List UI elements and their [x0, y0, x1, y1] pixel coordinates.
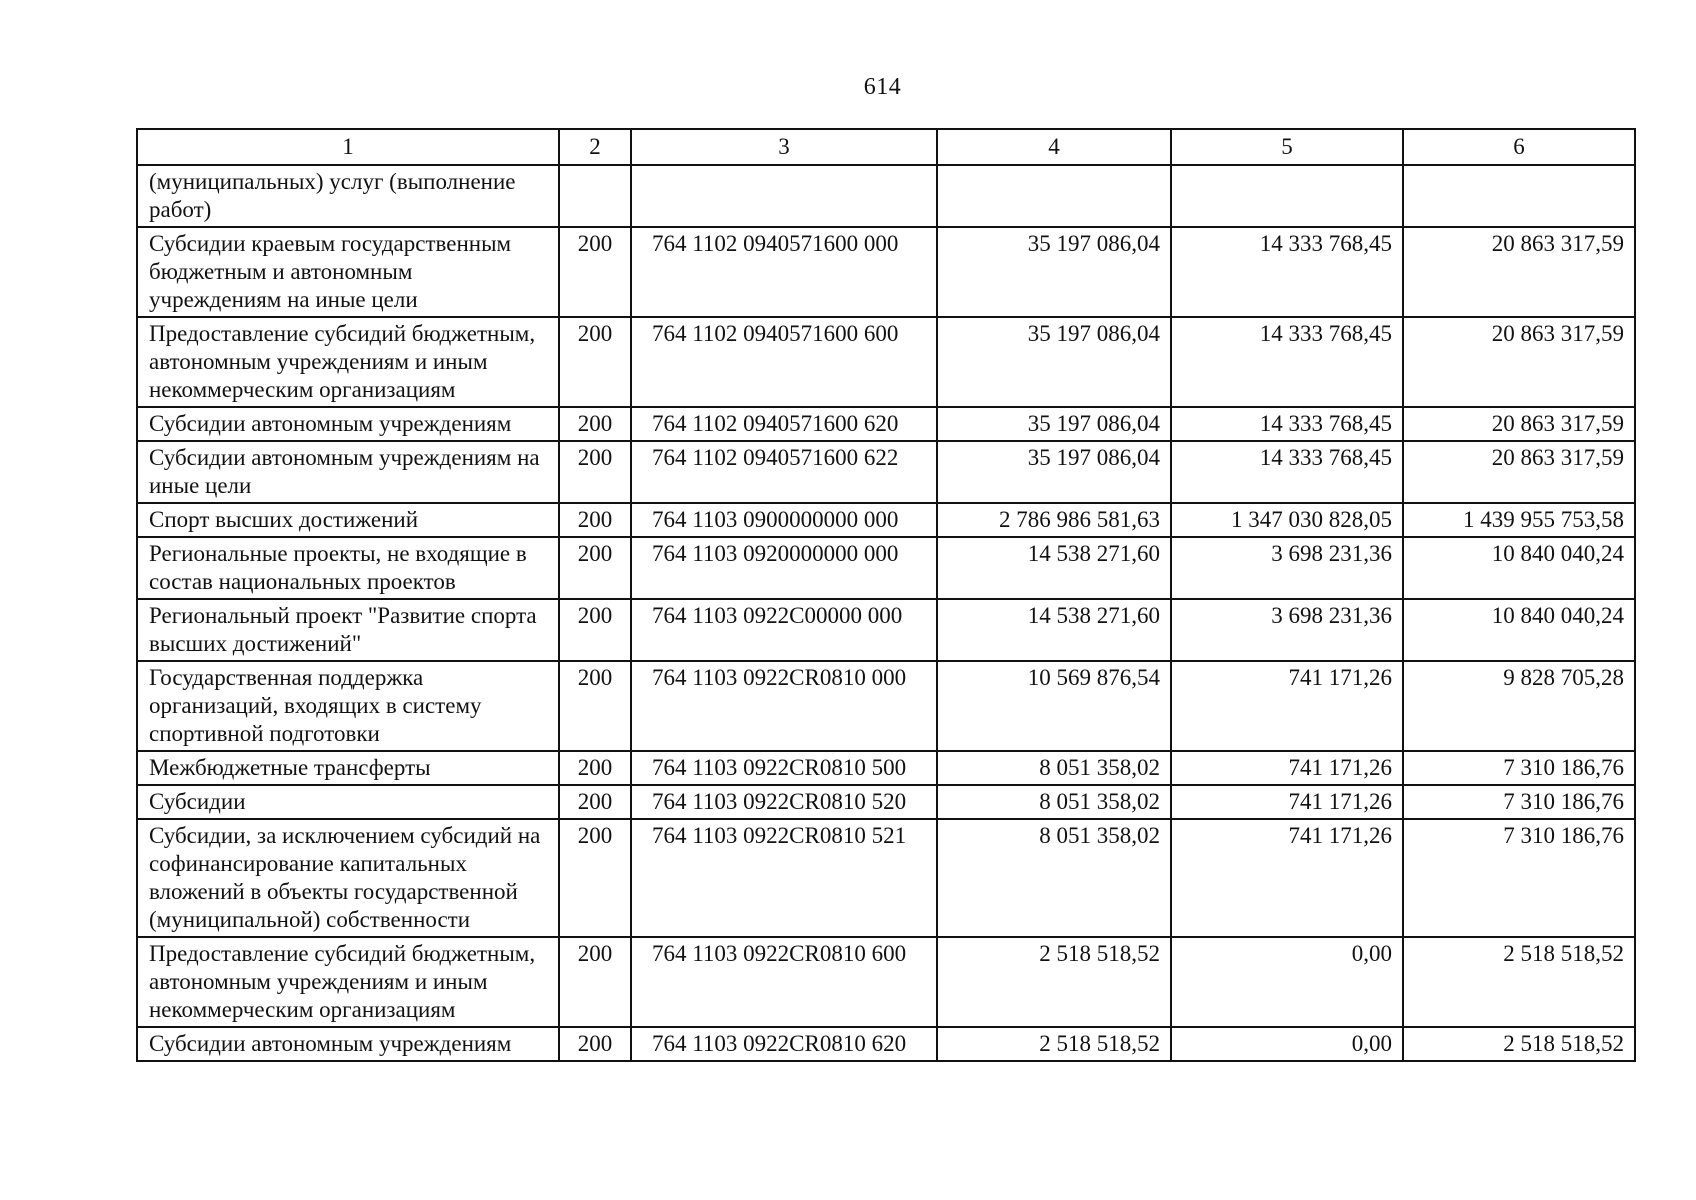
header-col-5: 5 — [1171, 129, 1403, 165]
row-value-col4: 8 051 358,02 — [937, 751, 1171, 785]
row-col2: 200 — [559, 785, 631, 819]
row-name: Субсидии автономным учреждениям — [137, 1027, 559, 1061]
row-name: Предоставление субсидий бюджетным, автономным учреждениям и иным некоммерческим организациям — [137, 317, 559, 407]
row-value-col6: 7 310 186,76 — [1403, 819, 1635, 937]
row-value-col6: 7 310 186,76 — [1403, 751, 1635, 785]
row-value-col6: 2 518 518,52 — [1403, 1027, 1635, 1061]
row-code: 764 1103 0922CR0810 600 — [631, 937, 937, 1027]
row-value-col6: 10 840 040,24 — [1403, 599, 1635, 661]
budget-table — [136, 128, 1636, 1062]
row-name: (муниципальных) услуг (выполнение работ) — [137, 165, 559, 227]
row-code — [631, 165, 937, 227]
table-body — [137, 165, 1635, 1061]
row-code: 764 1103 0922CR0810 521 — [631, 819, 937, 937]
row-code: 764 1102 0940571600 620 — [631, 407, 937, 441]
row-value-col5: 3 698 231,36 — [1171, 599, 1403, 661]
row-col2: 200 — [559, 227, 631, 317]
table-row — [137, 503, 1635, 537]
row-code: 764 1102 0940571600 600 — [631, 317, 937, 407]
row-code: 764 1103 0922CR0810 520 — [631, 785, 937, 819]
table-row — [137, 227, 1635, 317]
table-row — [137, 751, 1635, 785]
row-name: Предоставление субсидий бюджетным, автономным учреждениям и иным некоммерческим организациям — [137, 937, 559, 1027]
row-value-col5: 0,00 — [1171, 937, 1403, 1027]
table-row — [137, 317, 1635, 407]
row-value-col5: 741 171,26 — [1171, 819, 1403, 937]
row-value-col5: 741 171,26 — [1171, 785, 1403, 819]
row-code: 764 1103 0922CR0810 000 — [631, 661, 937, 751]
row-value-col5: 1 347 030 828,05 — [1171, 503, 1403, 537]
header-col-3: 3 — [631, 129, 937, 165]
row-code: 764 1103 0900000000 000 — [631, 503, 937, 537]
table-row — [137, 599, 1635, 661]
row-name: Межбюджетные трансферты — [137, 751, 559, 785]
row-name: Субсидии автономным учреждениям на иные цели — [137, 441, 559, 503]
row-value-col5: 14 333 768,45 — [1171, 407, 1403, 441]
row-value-col4: 35 197 086,04 — [937, 317, 1171, 407]
row-col2: 200 — [559, 1027, 631, 1061]
row-value-col6: 20 863 317,59 — [1403, 441, 1635, 503]
row-value-col5: 741 171,26 — [1171, 751, 1403, 785]
header-col-2: 2 — [559, 129, 631, 165]
row-value-col6: 9 828 705,28 — [1403, 661, 1635, 751]
header-col-4: 4 — [937, 129, 1171, 165]
row-col2: 200 — [559, 937, 631, 1027]
row-value-col6: 10 840 040,24 — [1403, 537, 1635, 599]
row-code: 764 1103 0920000000 000 — [631, 537, 937, 599]
row-col2: 200 — [559, 441, 631, 503]
row-value-col6: 1 439 955 753,58 — [1403, 503, 1635, 537]
row-value-col6: 20 863 317,59 — [1403, 407, 1635, 441]
row-col2: 200 — [559, 503, 631, 537]
table-row — [137, 407, 1635, 441]
header-col-1: 1 — [137, 129, 559, 165]
row-code: 764 1102 0940571600 000 — [631, 227, 937, 317]
row-value-col4: 10 569 876,54 — [937, 661, 1171, 751]
row-value-col6: 2 518 518,52 — [1403, 937, 1635, 1027]
row-col2: 200 — [559, 751, 631, 785]
row-value-col4: 2 786 986 581,63 — [937, 503, 1171, 537]
row-value-col6 — [1403, 165, 1635, 227]
row-value-col5: 0,00 — [1171, 1027, 1403, 1061]
row-col2 — [559, 165, 631, 227]
row-value-col5: 14 333 768,45 — [1171, 227, 1403, 317]
row-value-col4: 8 051 358,02 — [937, 819, 1171, 937]
row-value-col4: 2 518 518,52 — [937, 937, 1171, 1027]
row-value-col4 — [937, 165, 1171, 227]
row-col2: 200 — [559, 537, 631, 599]
table-row — [137, 937, 1635, 1027]
page-number: 614 — [863, 74, 902, 100]
row-name: Региональные проекты, не входящие в состав национальных проектов — [137, 537, 559, 599]
row-code: 764 1102 0940571600 622 — [631, 441, 937, 503]
row-value-col5: 3 698 231,36 — [1171, 537, 1403, 599]
budget-table-container — [136, 128, 1634, 1062]
row-name: Субсидии краевым государственным бюджетным и автономным учреждениям на иные цели — [137, 227, 559, 317]
row-col2: 200 — [559, 599, 631, 661]
row-col2: 200 — [559, 317, 631, 407]
row-value-col4: 8 051 358,02 — [937, 785, 1171, 819]
table-row — [137, 785, 1635, 819]
table-row — [137, 165, 1635, 227]
row-name: Субсидии автономным учреждениям — [137, 407, 559, 441]
table-row — [137, 537, 1635, 599]
table-row — [137, 661, 1635, 751]
row-name: Субсидии — [137, 785, 559, 819]
row-value-col4: 14 538 271,60 — [937, 599, 1171, 661]
row-value-col5 — [1171, 165, 1403, 227]
row-value-col4: 35 197 086,04 — [937, 441, 1171, 503]
row-value-col5: 14 333 768,45 — [1171, 317, 1403, 407]
row-name: Государственная поддержка организаций, входящих в систему спортивной подготовки — [137, 661, 559, 751]
row-col2: 200 — [559, 819, 631, 937]
table-row — [137, 819, 1635, 937]
row-value-col4: 35 197 086,04 — [937, 407, 1171, 441]
row-value-col4: 14 538 271,60 — [937, 537, 1171, 599]
row-value-col5: 14 333 768,45 — [1171, 441, 1403, 503]
table-row — [137, 1027, 1635, 1061]
table-row — [137, 441, 1635, 503]
row-value-col5: 741 171,26 — [1171, 661, 1403, 751]
row-name: Спорт высших достижений — [137, 503, 559, 537]
row-value-col4: 35 197 086,04 — [937, 227, 1171, 317]
row-col2: 200 — [559, 661, 631, 751]
row-value-col6: 20 863 317,59 — [1403, 227, 1635, 317]
row-name: Региональный проект "Развитие спорта высших достижений" — [137, 599, 559, 661]
row-value-col6: 20 863 317,59 — [1403, 317, 1635, 407]
row-value-col4: 2 518 518,52 — [937, 1027, 1171, 1061]
row-value-col6: 7 310 186,76 — [1403, 785, 1635, 819]
row-col2: 200 — [559, 407, 631, 441]
row-name: Субсидии, за исключением субсидий на софинансирование капитальных вложений в объекты государственной (муниципальной) собственности — [137, 819, 559, 937]
header-row — [137, 129, 1635, 165]
row-code: 764 1103 0922C00000 000 — [631, 599, 937, 661]
row-code: 764 1103 0922CR0810 500 — [631, 751, 937, 785]
row-code: 764 1103 0922CR0810 620 — [631, 1027, 937, 1061]
header-col-6: 6 — [1403, 129, 1635, 165]
